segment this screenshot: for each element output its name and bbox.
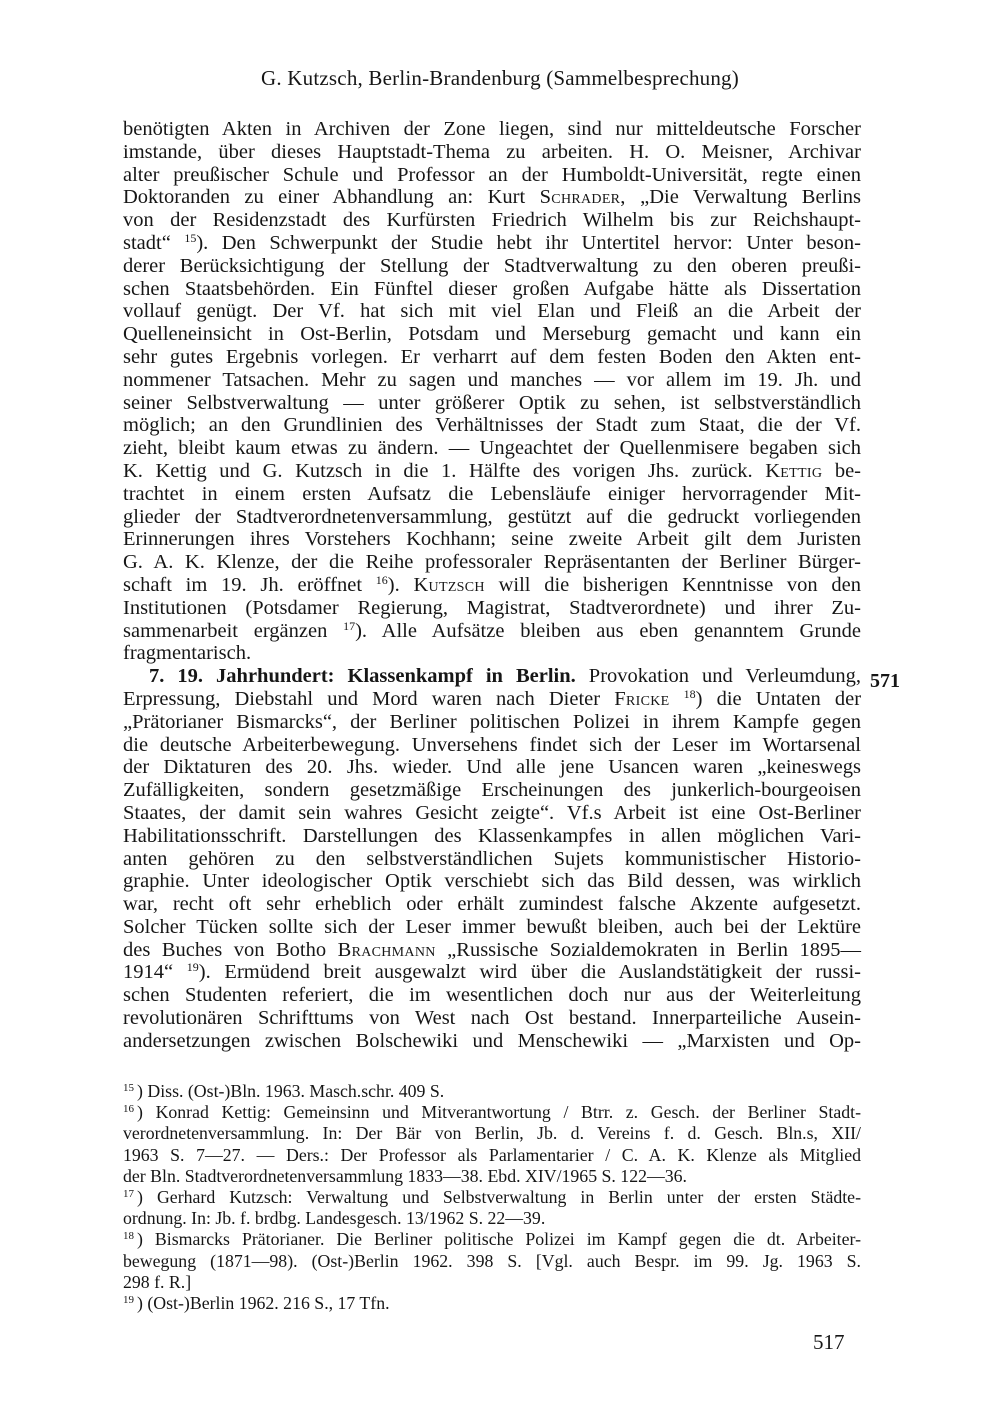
footnote-mark: 15 xyxy=(123,1082,134,1094)
text-line: von der Residenzstadt des Kurfürsten Friedrich Wilhelm bis zur Reichshaupt- xyxy=(123,209,861,232)
text-segment: Doktoranden zu einer Abhandlung an: Kurt xyxy=(123,186,526,209)
text-line: derer Berücksichtigung der Stellung der Stadtverwaltung zu den oberen preußi- xyxy=(123,254,861,277)
footnote-line: bewegung (1871—98). (Ost-)Berlin 1962. 398 S. [Vgl. auch Bespr. im 99. Jg. 1963 S. xyxy=(123,1250,861,1271)
text-segment: be- xyxy=(834,459,862,482)
footnote-text: Bismarcks Prätorianer. Die Berliner politische Polizei im Kampf gegen die dt. Arbeiter- xyxy=(154,1229,861,1250)
footnote-mark: 18 xyxy=(123,1230,134,1243)
footnote-line: $^{17}$ ) Gerhard Kutzsch: Verwaltung und Selbstverwaltung in Berlin unter der ersten Städte- xyxy=(123,1186,861,1207)
text-line: vollauf genügt. Der Vf. hat sich mit viel Elan und Fleiß an die Arbeit der xyxy=(123,300,861,323)
page-number: 517 xyxy=(813,1330,845,1354)
text-line: alter preußischer Schule und Professor an der Humboldt-Universität, regte einen xyxy=(123,163,861,186)
footnote-line: 1963 S. 7—27. — Ders.: Der Professor als Parlamentarier / C. A. K. Klenze als Mitglied xyxy=(123,1144,861,1165)
text-line: die deutsche Arbeiterbewegung. Unversehens findet sich der Leser im Wortarsenal xyxy=(123,733,861,756)
footnote-text: Diss. (Ost-)Bln. 1963. Masch.schr. 409 S. xyxy=(147,1081,445,1101)
footnote-ref: 18 xyxy=(683,686,696,701)
text-line: „Prätorianer Bismarcks“, der Berliner politischen Polizei in ihrem Kampfe gegen xyxy=(123,710,861,733)
author-name: Kettig xyxy=(765,459,823,482)
text-line: schaft im 19. Jh. eröffnet $^{16}$). Kutzsch will die bisherigen Kenntnisse von den xyxy=(123,572,862,596)
text-segment: ). Ermüdend breit ausgewalzt wird über die Auslandstätigkeit der russi- xyxy=(198,961,862,984)
text-segment: ). Alle Aufsätze bleiben aus eben genanntem Grunde xyxy=(355,619,861,642)
footnotes xyxy=(123,1081,861,1314)
author-name: Schrader, xyxy=(539,186,626,209)
text-line: imstande, über dieses Hauptstadt-Thema zu arbeiten. H. O. Meisner, Archivar xyxy=(123,140,861,163)
text-line: andersetzungen zwischen Bolschewiki und Menschewiki — „Marxisten und Op- xyxy=(123,1029,861,1052)
text-line: Erpressung, Diebstahl und Mord waren nach Dieter Fricke $^{18}$) die Untaten der xyxy=(123,686,862,710)
margin-number: 571 xyxy=(870,670,900,692)
text-line: Zufälligkeiten, sondern gesetzmäßige Erscheinungen des junkerlich-bourgeoisen xyxy=(123,779,861,802)
text-line: G. A. K. Klenze, der die Reihe professoraler Repräsentanten der Berliner Bürger- xyxy=(123,551,861,574)
footnote-text: (Ost-)Berlin 1962. 216 S., 17 Tfn. xyxy=(147,1292,390,1313)
text-segment: K. Kettig und G. Kutzsch in die 1. Hälfte des vorigen Jhs. zurück. xyxy=(123,459,753,482)
footnote-text: Gerhard Kutzsch: Verwaltung und Selbstverwaltung in Berlin unter der ersten Städte- xyxy=(156,1186,861,1207)
footnote-line: verordnetenversammlung. In: Der Bär von Berlin, Jb. d. Vereins f. d. Gesch. Bln.s, XII/ xyxy=(123,1123,861,1144)
text-line: sehr gutes Ergebnis vorlegen. Er verharrt auf dem festen Boden den Akten ent- xyxy=(123,345,861,368)
text-line: Habilitationsschrift. Darstellungen des Klassenkampfes in allen möglichen Vari- xyxy=(123,824,861,847)
text-line xyxy=(123,620,861,643)
footnote-ref: 19 xyxy=(186,960,199,975)
footnote-ref: 17 xyxy=(343,618,356,633)
text-line: revolutionären Schrifttums von West nach Ost bestand. Innerparteiliche Ausein- xyxy=(123,1007,861,1030)
text-line: nommener Tatsachen. Mehr zu sagen und manches — vor allem im 19. Jh. und xyxy=(123,368,861,391)
text-segment: Erpressung, Diebstahl und Mord waren nach Dieter xyxy=(123,687,601,710)
footnote-ref: 16 xyxy=(375,572,388,587)
text-line: graphie. Unter ideologischer Optik verschiebt sich das Bild dessen, was wirklich xyxy=(123,870,861,893)
text-line: schen Studenten referiert, die im wesentlichen doch nur aus der Weiterleitung xyxy=(123,984,861,1007)
text-segment: „Russische Sozialdemokraten in Berlin 1895— xyxy=(447,938,862,961)
text-line: der Diktaturen des 20. Jhs. wieder. Und alle jene Usancen waren „keineswegs xyxy=(123,756,861,779)
text-line: benötigten Akten in Archiven der Zone liegen, sind nur mitteldeutsche Forscher xyxy=(123,118,861,140)
text-line xyxy=(123,186,861,209)
author-name: Fricke xyxy=(614,687,670,710)
author-name: Kutzsch xyxy=(413,573,485,596)
footnote-line: $^{15}$ ) Diss. (Ost-)Bln. 1963. Masch.schr. 409 S. xyxy=(123,1081,445,1101)
footnote-ref: 15 xyxy=(184,230,197,245)
footnote-line: $^{18}$ ) Bismarcks Prätorianer. Die Berliner politische Polizei im Kampf gegen die dt. Arbeiter- xyxy=(123,1229,861,1250)
footnote-mark: 19 xyxy=(123,1293,134,1306)
body-text xyxy=(123,118,861,1053)
text-line xyxy=(123,460,861,483)
footnote-line: $^{19}$ ) (Ost-)Berlin 1962. 216 S., 17 Tfn. xyxy=(123,1292,390,1313)
text-line: seiner Selbstverwaltung — unter größerer Optik zu sehen, ist selbstverständlich xyxy=(123,391,861,414)
footnote-line: 298 f. R.] xyxy=(123,1271,192,1292)
text-line: Institutionen (Potsdamer Regierung, Magistrat, Stadtverordnete) und ihrer Zu- xyxy=(123,596,861,619)
text-line: Quelleneinsicht in Ost-Berlin, Potsdam und Merseburg gemacht und kann ein xyxy=(123,323,861,346)
text-line: anten gehören zu den selbstverständlichen Sujets kommunistischer Historio- xyxy=(123,847,861,870)
text-segment: 1914“ xyxy=(123,961,174,984)
text-line: Erinnerungen ihres Vorstehers Kochhann; seine zweite Arbeit gilt dem Juristen xyxy=(123,528,861,551)
text-segment: Provokation und Verleumdung, xyxy=(588,665,862,688)
text-segment: die Untaten der xyxy=(716,687,862,710)
text-line xyxy=(123,939,861,962)
text-line xyxy=(123,961,861,984)
footnote-text: Konrad Kettig: Gemeinsinn und Mitverantwortung / Btrr. z. Gesch. der Berliner Stadt- xyxy=(155,1102,861,1123)
footnote-mark: 17 xyxy=(123,1187,134,1200)
footnote-line: $^{16}$ ) Konrad Kettig: Gemeinsinn und Mitverantwortung / Btrr. z. Gesch. der Berliner Stadt- xyxy=(123,1102,861,1123)
text-line: fragmentarisch. xyxy=(123,642,252,665)
footnote-line: ordnung. In: Jb. f. brdbg. Landesgesch. 13/1962 S. 22—39. xyxy=(123,1208,546,1229)
footnote-mark: 16 xyxy=(123,1103,134,1116)
text-segment: schaft im 19. Jh. eröffnet xyxy=(123,573,363,596)
text-segment: des Buches von Botho xyxy=(123,938,327,961)
text-segment: „Die Verwaltung Berlins xyxy=(640,186,861,209)
text-line: trachtet in einem ersten Aufsatz die Lebensläufe einiger hervorragender Mit- xyxy=(123,482,861,505)
running-head: G. Kutzsch, Berlin-Brandenburg (Sammelbesprechung) xyxy=(261,66,739,90)
section-heading: 7. 19. Jahrhundert: Klassenkampf in Berlin. xyxy=(149,665,576,688)
text-line: möglich; an den Grundlinien des Verhältnisses der Stadt zum Staat, die der Vf. xyxy=(123,414,861,437)
text-line: Staates, der damit sein wahres Gesicht zeigte“. Vf.s Arbeit ist eine Ost-Berliner xyxy=(123,801,861,824)
section-heading-line xyxy=(123,665,861,688)
text-segment: will die bisherigen Kenntnisse von den xyxy=(498,573,862,596)
text-line xyxy=(123,232,861,255)
text-line: schen Staatsbehörden. Ein Fünftel dieser großen Aufgabe hätte als Dissertation xyxy=(123,277,861,300)
text-segment: stadt“ xyxy=(123,231,171,254)
text-segment: sammenarbeit ergänzen xyxy=(123,619,328,642)
text-line: glieder der Stadtverordnetenversammlung, gestützt auf die gedruckt vorliegenden xyxy=(123,505,861,528)
author-name: Brachmann xyxy=(337,938,436,961)
text-line: zieht, bleibt kaum etwas zu ändern. — Ungeachtet der Quellenmisere begaben sich xyxy=(123,437,861,460)
footnote-line: der Bln. Stadtverordnetenversammlung 1833—38. Ebd. XIV/1965 S. 122—36. xyxy=(123,1165,687,1186)
text-line: Solcher Tücken sollte sich der Leser immer bewußt bleiben, auch bei der Lektüre xyxy=(123,915,861,938)
text-segment: ). Den Schwerpunkt der Studie hebt ihr Untertitel hervor: Unter beson- xyxy=(196,231,862,254)
text-line: war, recht oft sehr erheblich oder erhält zumindest falsche Akzente aufgesetzt. xyxy=(123,893,861,916)
